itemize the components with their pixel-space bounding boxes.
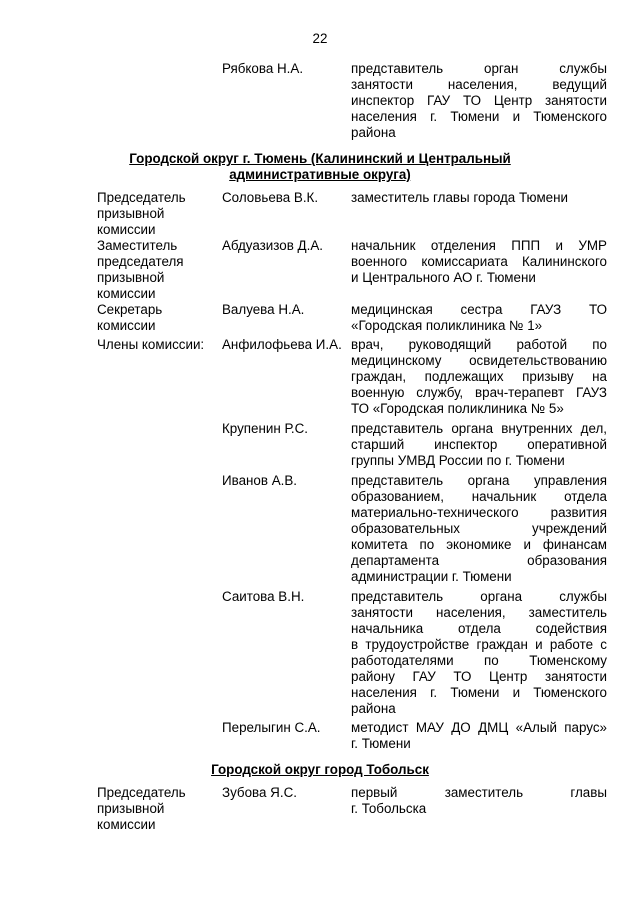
description-line: образованием, начальник отдела [351, 489, 607, 504]
description-line: военного комиссариата Калининского [351, 254, 607, 269]
role-label: Заместитель председателя призывной комиссии [97, 238, 184, 301]
member-description [351, 421, 607, 469]
description-line: в трудоустройстве граждан и работе с [351, 637, 607, 652]
member-description [351, 589, 607, 717]
description-line: первый заместитель главы [351, 785, 607, 800]
description-line: комитета по экономике и финансам [351, 537, 607, 552]
description-line: граждан, подлежащих призыву на [351, 369, 607, 384]
description-line: заместитель главы города Тюмени [351, 190, 568, 205]
description-line: района [351, 701, 396, 716]
member-description [351, 238, 607, 286]
description-line: занятости населения, ведущий [351, 77, 607, 92]
description-line: медицинская сестра ГАУЗ ТО [351, 302, 607, 317]
member-name: Иванов А.В. [222, 473, 298, 488]
description-line: представитель органа управления [351, 473, 607, 488]
description-line: администрации г. Тюмени [351, 569, 512, 584]
description-line: района [351, 125, 396, 140]
description-line: населения г. Тюмени и Тюменского [351, 109, 607, 124]
member-name: Рябкова Н.А. [222, 61, 304, 76]
description-line: департамента образования [351, 553, 607, 568]
role-label: Секретарь комиссии [97, 302, 163, 333]
description-line: г. Тобольска [351, 801, 427, 816]
member-description [351, 302, 607, 334]
member-description [351, 61, 607, 141]
description-line: методист МАУ ДО ДМЦ «Алый парус» [351, 720, 607, 735]
role-label: Председатель призывной комиссии [97, 785, 186, 832]
description-line: старший инспектор оперативной [351, 437, 607, 452]
description-line: военную службу, врач-терапевт ГАУЗ [351, 385, 607, 400]
description-line: ТО «Городская поликлиника № 5» [351, 401, 564, 416]
description-line: материально-технического развития [351, 505, 607, 520]
role-label: Члены комиссии: [97, 337, 205, 352]
description-line: начальника отдела содействия [351, 621, 607, 636]
description-line: врач, руководящий работой по [351, 337, 607, 352]
description-line: и Центрального АО г. Тюмени [351, 270, 536, 285]
member-name: Абдуазизов Д.А. [222, 238, 323, 253]
member-name: Соловьева В.К. [222, 190, 319, 205]
description-line: представитель орган службы [351, 61, 607, 76]
member-name: Крупенин Р.С. [222, 421, 308, 436]
member-name: Анфилофьева И.А. [222, 337, 342, 352]
description-line: г. Тюмени [351, 736, 411, 751]
description-line: инспектор ГАУ ТО Центр занятости [351, 93, 607, 108]
description-line: населения г. Тюмени и Тюменского [351, 685, 607, 700]
section-heading-line: Городской округ город Тобольск [211, 762, 429, 777]
member-name: Перелыгин С.А. [222, 720, 321, 735]
description-line: группы УМВД России по г. Тюмени [351, 453, 565, 468]
member-name: Зубова Я.С. [222, 785, 297, 800]
description-line: медицинскому освидетельствованию [351, 353, 607, 368]
description-line: начальник отделения ППП и УМР [351, 238, 607, 253]
description-line: представитель органа внутренних дел, [351, 421, 607, 436]
section-heading [0, 151, 640, 183]
member-description [351, 190, 607, 206]
section-heading-line: Городской округ г. Тюмень (Калининский и Центральный [129, 151, 511, 166]
description-line: работодателями по Тюменскому [351, 653, 607, 668]
section-heading-line: административные округа) [229, 167, 411, 182]
member-description [351, 785, 607, 817]
member-name: Саитова В.Н. [222, 589, 305, 604]
section-heading [0, 762, 640, 778]
member-name: Валуева Н.А. [222, 302, 305, 317]
member-description [351, 720, 607, 752]
description-line: образовательных учреждений [351, 521, 607, 536]
page-number: 22 [312, 31, 328, 46]
description-line: занятости населения, заместитель [351, 605, 607, 620]
description-line: «Городская поликлиника № 1» [351, 318, 543, 333]
member-description [351, 337, 607, 417]
description-line: представитель органа службы [351, 589, 607, 604]
role-label: Председатель призывной комиссии [97, 190, 186, 237]
member-description [351, 473, 607, 585]
description-line: району ГАУ ТО Центр занятости [351, 669, 607, 684]
